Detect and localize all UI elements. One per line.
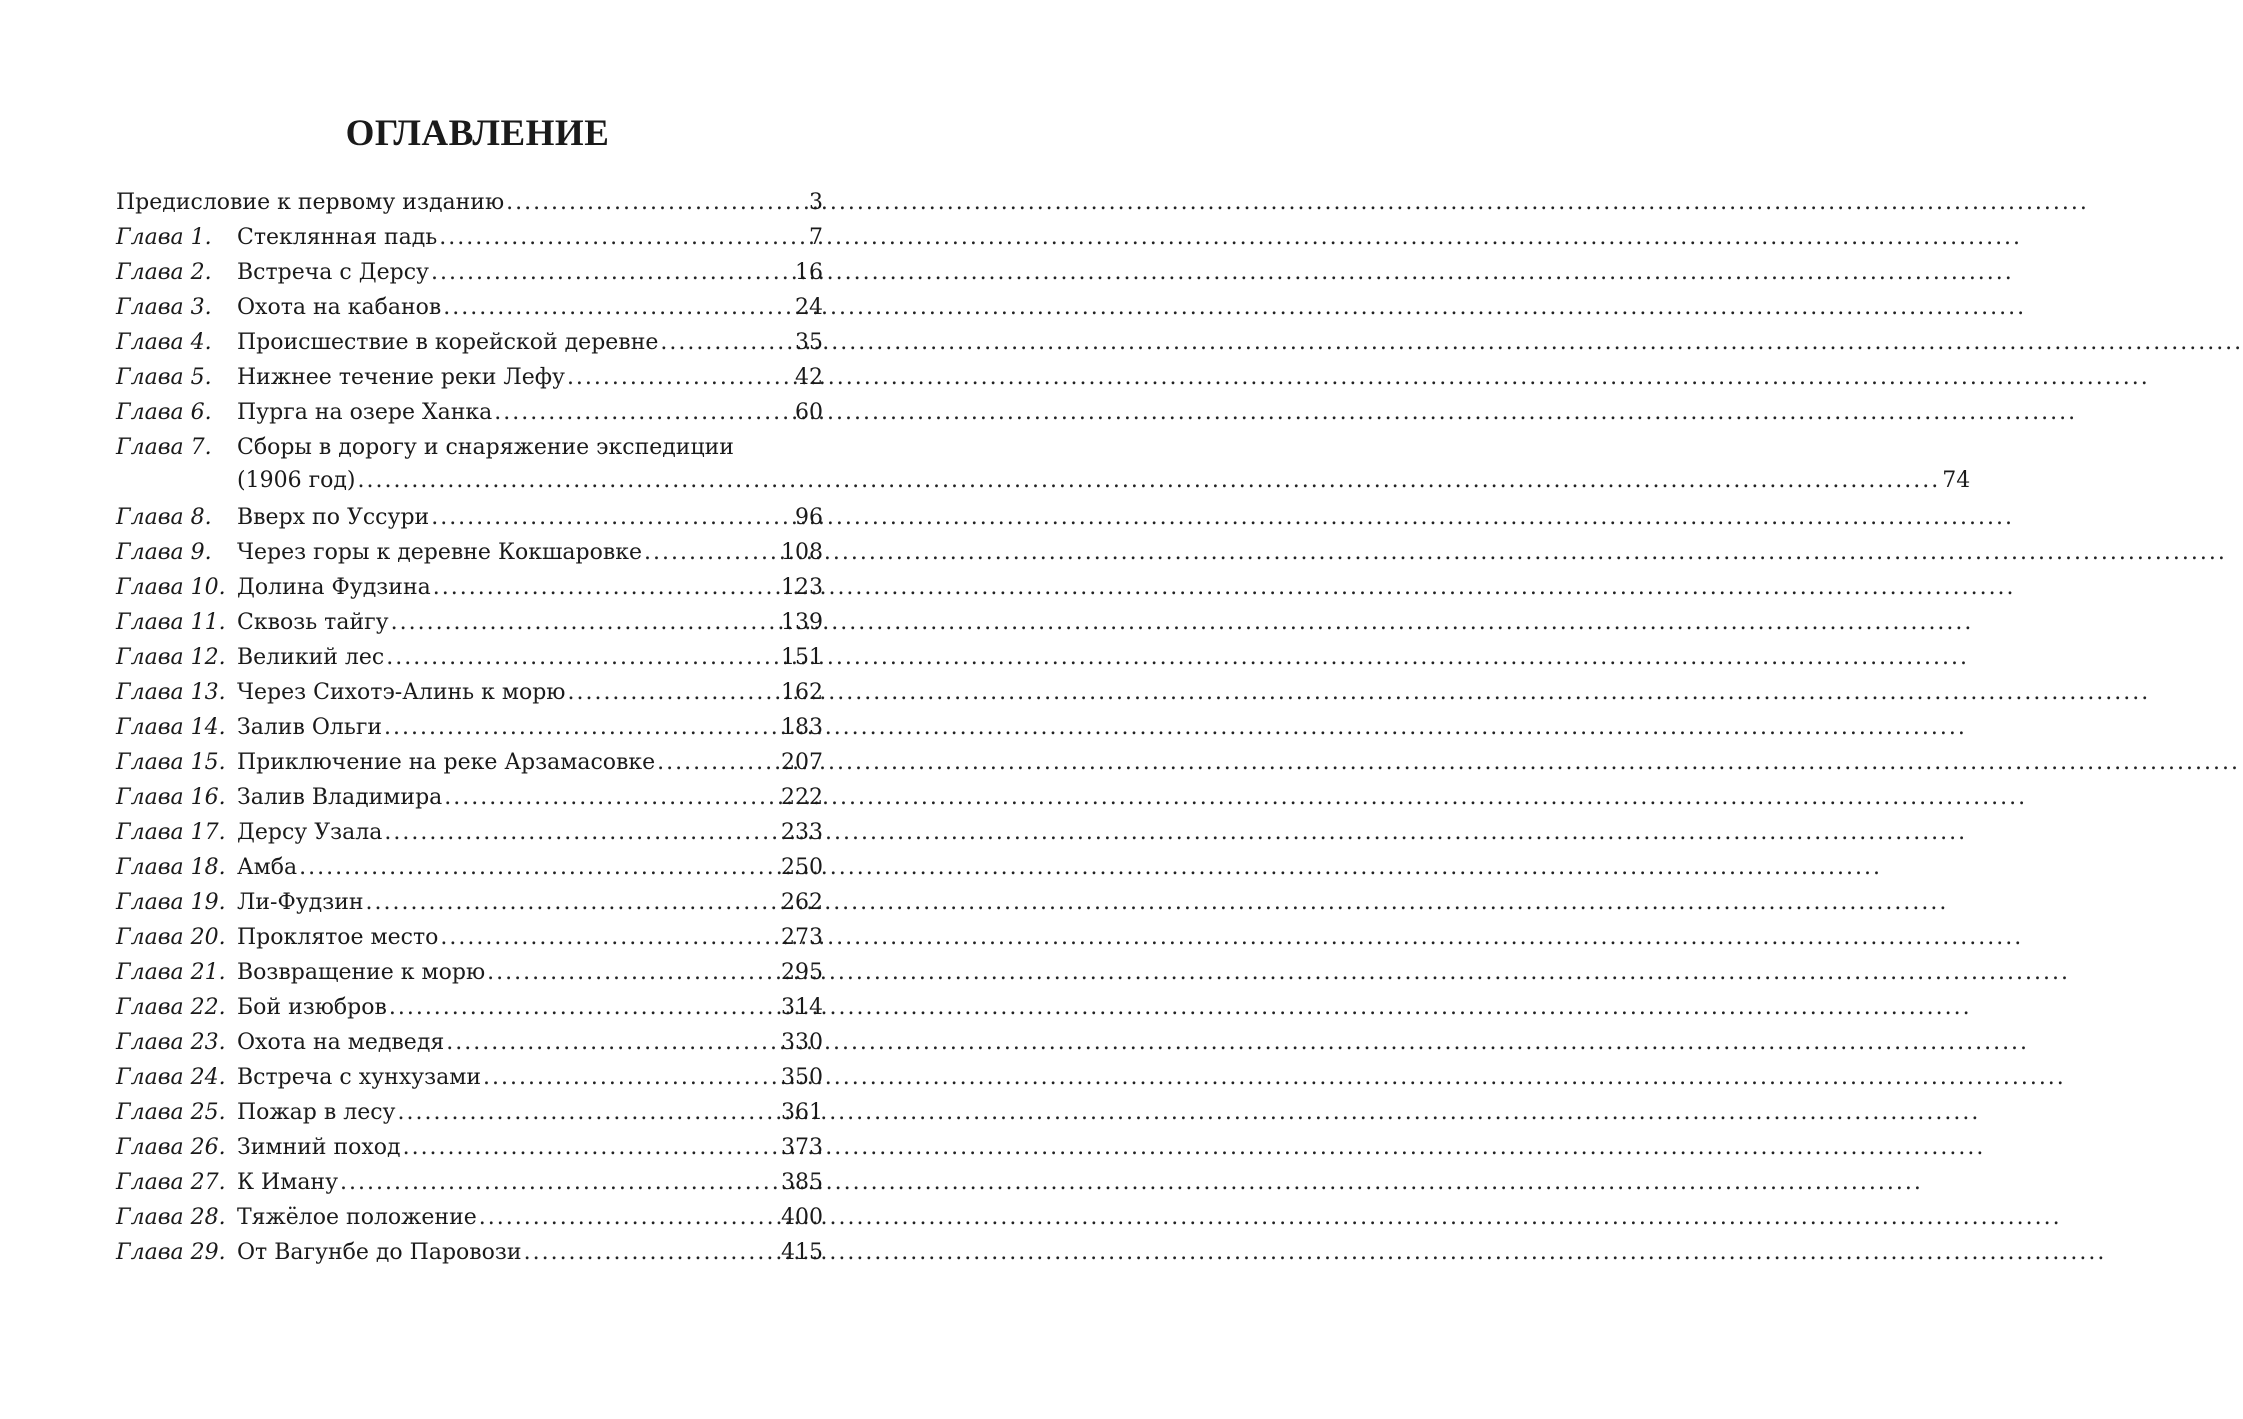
dot-leader (357, 465, 1940, 496)
toc-entry-title: Пожар в лесу (237, 1100, 396, 1125)
toc-entry-page: 350 (781, 1065, 823, 1090)
toc-entry-page: 7 (809, 225, 823, 250)
toc-entry[interactable] (116, 220, 823, 255)
toc-entry-title: Сквозь тайгу (237, 610, 389, 635)
toc-entry[interactable] (116, 1165, 823, 1200)
toc-entry-page: 16 (795, 260, 823, 285)
toc-entry-title: Залив Ольги (237, 715, 383, 740)
dot-leader (446, 1025, 779, 1060)
toc-entry-preface[interactable] (116, 185, 823, 220)
toc-entry-page: 183 (781, 715, 823, 740)
toc-entry-page: 373 (781, 1135, 823, 1160)
dot-leader (340, 1165, 779, 1200)
toc-entry[interactable] (116, 850, 823, 885)
dot-leader (443, 290, 793, 325)
toc-entry-title-continued: (1906 год) (237, 468, 356, 493)
toc-entry[interactable] (116, 570, 823, 605)
chapter-label: Глава 28. (116, 1205, 226, 1230)
dot-leader (487, 955, 779, 990)
toc-entry-page: 207 (781, 750, 823, 775)
toc-entry-title: Ли-Фудзин (237, 890, 364, 915)
dot-leader (431, 500, 793, 535)
chapter-label: Глава 26. (116, 1135, 226, 1160)
toc-entry-title: Предисловие к первому изданию (116, 190, 505, 215)
chapter-label: Глава 1. (116, 225, 212, 250)
toc-entry[interactable] (116, 1095, 823, 1130)
dot-leader (384, 710, 779, 745)
toc-entry-title: Долина Фудзина (237, 575, 431, 600)
dot-leader (657, 745, 779, 780)
toc-entry-page: 96 (795, 505, 823, 530)
chapter-label: Глава 9. (116, 540, 212, 565)
dot-leader (567, 360, 793, 395)
toc-entry-title: Амба (237, 855, 298, 880)
toc-entry-title: К Иману (237, 1170, 339, 1195)
toc-entry[interactable] (116, 535, 823, 570)
chapter-label: Глава 4. (116, 330, 212, 355)
toc-entry[interactable] (116, 1130, 823, 1165)
chapter-label: Глава 27. (116, 1170, 226, 1195)
table-of-contents (116, 185, 1971, 1270)
toc-entry-title: Стеклянная падь (237, 225, 438, 250)
chapter-label: Глава 21. (116, 960, 226, 985)
chapter-label: Глава 7. (116, 435, 212, 460)
chapter-label: Глава 17. (116, 820, 226, 845)
toc-entry-title: Проклятое место (237, 925, 439, 950)
dot-leader (389, 990, 779, 1025)
toc-entry-title: Сборы в дорогу и снаряжение экспедиции (237, 435, 734, 460)
toc-entry-title: Бой изюбров (237, 995, 387, 1020)
toc-entry-title: Нижнее течение реки Лефу (237, 365, 565, 390)
toc-entry[interactable] (116, 1060, 823, 1095)
toc-entry[interactable] (116, 605, 823, 640)
toc-entry-page: 35 (795, 330, 823, 355)
chapter-label: Глава 29. (116, 1240, 226, 1265)
chapter-label: Глава 8. (116, 505, 212, 530)
toc-entry-page: 139 (781, 610, 823, 635)
toc-entry-page: 233 (781, 820, 823, 845)
chapter-label: Глава 15. (116, 750, 226, 775)
chapter-label: Глава 5. (116, 365, 212, 390)
toc-entry-page: 262 (781, 890, 823, 915)
chapter-label: Глава 24. (116, 1065, 226, 1090)
toc-entry[interactable] (116, 780, 823, 815)
toc-entry-page: 74 (1942, 468, 1971, 493)
toc-entry-page: 330 (781, 1030, 823, 1055)
toc-entry-page: 108 (781, 540, 823, 565)
toc-entry-title: Дерсу Узала (237, 820, 383, 845)
toc-entry-title: Происшествие в корейской деревне (237, 330, 659, 355)
toc-entry[interactable] (116, 360, 823, 395)
toc-entry-page: 3 (809, 190, 823, 215)
toc-entry-page: 151 (781, 645, 823, 670)
toc-entry-page: 24 (795, 295, 823, 320)
chapter-label: Глава 12. (116, 645, 226, 670)
dot-leader (483, 1060, 779, 1095)
chapter-label: Глава 11. (116, 610, 226, 635)
toc-entry[interactable] (116, 710, 823, 745)
toc-entry-title: Великий лес (237, 645, 385, 670)
toc-entry-title: Приключение на реке Арзамасовке (237, 750, 656, 775)
dot-leader (479, 1200, 779, 1235)
dot-leader (433, 570, 779, 605)
dot-leader (439, 220, 807, 255)
toc-entry-title: От Вагунбе до Паровози (237, 1240, 522, 1265)
dot-leader (440, 920, 779, 955)
dot-leader (384, 815, 779, 850)
toc-entry[interactable] (116, 1235, 823, 1270)
chapter-label: Глава 20. (116, 925, 226, 950)
page-title: ОГЛАВЛЕНИЕ (345, 113, 610, 154)
dot-leader (398, 1095, 779, 1130)
toc-entry-page: 361 (781, 1100, 823, 1125)
toc-entry[interactable] (116, 290, 823, 325)
toc-entry-title: Тяжёлое положение (237, 1205, 477, 1230)
toc-entry[interactable] (116, 815, 823, 850)
dot-leader (366, 885, 779, 920)
toc-entry-title: Зимний поход (237, 1135, 401, 1160)
dot-leader (391, 605, 779, 640)
toc-entry[interactable] (116, 255, 823, 290)
dot-leader (431, 255, 793, 290)
toc-entry-page: 42 (795, 365, 823, 390)
toc-entry-title: Встреча с хунхузами (237, 1065, 481, 1090)
toc-entry-page: 400 (781, 1205, 823, 1230)
chapter-label: Глава 16. (116, 785, 226, 810)
toc-entry-title: Через горы к деревне Кокшаровке (237, 540, 643, 565)
dot-leader (494, 395, 793, 430)
toc-entry-page: 162 (781, 680, 823, 705)
toc-entry[interactable] (116, 920, 823, 955)
toc-entry-page: 123 (781, 575, 823, 600)
toc-entry-page: 295 (781, 960, 823, 985)
toc-entry-page: 273 (781, 925, 823, 950)
chapter-label: Глава 2. (116, 260, 212, 285)
chapter-label: Глава 14. (116, 715, 226, 740)
toc-entry-page: 415 (781, 1240, 823, 1265)
toc-entry-title: Вверх по Уссури (237, 505, 430, 530)
toc-entry-title: Возвращение к морю (237, 960, 486, 985)
toc-entry-page: 60 (795, 400, 823, 425)
chapter-label: Глава 23. (116, 1030, 226, 1055)
toc-entry[interactable] (116, 990, 823, 1025)
toc-entry-title: Через Сихотэ-Алинь к морю (237, 680, 566, 705)
dot-leader (403, 1130, 779, 1165)
toc-entry[interactable] (116, 325, 823, 360)
toc-entry-title: Встреча с Дерсу (237, 260, 429, 285)
chapter-label: Глава 3. (116, 295, 212, 320)
toc-entry[interactable] (116, 1200, 823, 1235)
dot-leader (660, 325, 793, 360)
toc-entry-page: 222 (781, 785, 823, 810)
chapter-label: Глава 13. (116, 680, 226, 705)
dot-leader (524, 1235, 779, 1270)
toc-entry[interactable] (116, 885, 823, 920)
dot-leader (567, 675, 779, 710)
toc-entry-page: 250 (781, 855, 823, 880)
toc-entry-title: Залив Владимира (237, 785, 443, 810)
chapter-label: Глава 22. (116, 995, 226, 1020)
toc-entry[interactable] (116, 1025, 823, 1060)
dot-leader (506, 185, 807, 220)
toc-entry-title: Охота на медведя (237, 1030, 445, 1055)
chapter-label: Глава 25. (116, 1100, 226, 1125)
toc-entry-title: Охота на кабанов (237, 295, 442, 320)
chapter-label: Глава 6. (116, 400, 212, 425)
toc-entry-page: 385 (781, 1170, 823, 1195)
dot-leader (444, 780, 779, 815)
toc-entry-title: Пурга на озере Ханка (237, 400, 493, 425)
toc-entry[interactable] (116, 955, 823, 990)
dot-leader (386, 640, 779, 675)
toc-entry[interactable] (116, 395, 823, 430)
toc-entry[interactable] (116, 430, 1971, 500)
toc-entry[interactable] (116, 675, 823, 710)
toc-entry[interactable] (116, 640, 823, 675)
toc-entry[interactable] (116, 745, 823, 780)
toc-entry-page: 314 (781, 995, 823, 1020)
toc-entry[interactable] (116, 500, 823, 535)
chapter-label: Глава 18. (116, 855, 226, 880)
chapter-label: Глава 10. (116, 575, 226, 600)
chapter-label: Глава 19. (116, 890, 226, 915)
dot-leader (644, 535, 779, 570)
dot-leader (299, 850, 779, 885)
